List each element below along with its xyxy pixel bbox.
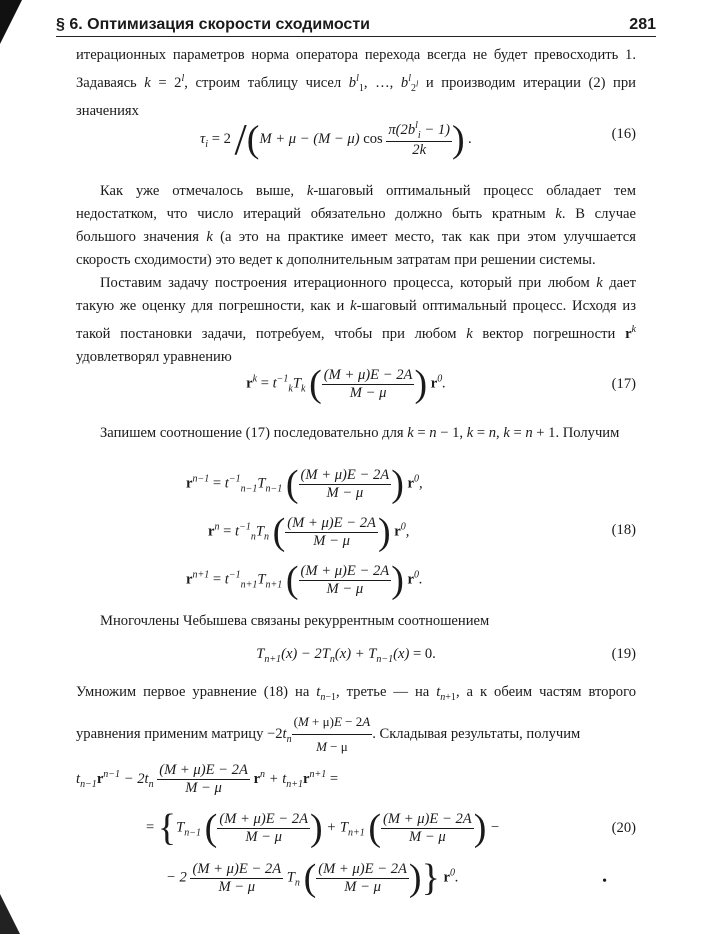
equation-19: $T_{n+1}(x) - 2T_n(x) + T_{n-1}(x) = 0$. (19) [256, 646, 636, 665]
equation-17: $r^k = t^{-1}_kT_k$ ( $\frac{(M + \mu)E - 2A}{M - \mu}$ ) $r^0$. (17) [246, 363, 636, 405]
section-title: § 6. Оптимизация скорости сходимости [56, 16, 370, 33]
equation-20: $t_{n-1}r^{n-1} - 2t_n$ $\frac{(M + \mu)E - 2A}{M - \mu}$ $r^n + t_{n+1}r^{n+1}$ = = {$T_{n-1}$ ( $\frac{(M + \mu)E - 2A}{M - \mu}$ ) + $T_{n+1}$ ( $\frac{(M + \mu)E - 2A}{M - \mu}$ ) − − 2 $\frac{(M + \mu)E - 2A}{M - \mu}$ $T_n$ ( $\frac{(M + \mu)E - 2A}{M - \mu}$ )} $r^0$. (20) [76, 762, 636, 899]
paragraph-multiply: Умножим первое уравнение (18) на $t_{n-1}$, третье — на $t_{n+1}$, а к обеим частям второго уравнения применим матрицу $-2t_n$ $\frac{(M + \mu)E - 2A}{M - \mu}$ . Складывая результаты, получим [76, 684, 636, 754]
running-header [56, 14, 656, 37]
scan-speck: • [602, 874, 607, 889]
equation-number: (19) [611, 646, 636, 662]
equation-number: (20) [611, 820, 636, 836]
page-number: 281 [629, 16, 656, 33]
scan-shadow-top [0, 0, 22, 44]
equation-18: $r^{n-1} = t^{-1}_{n-1}T_{n-1}$ ( $\frac{(M + \mu)E - 2A}{M - \mu}$ ) $r^0$, $r^n = t^{-1}_nT_n$ ( $\frac{(M + \mu)E - 2A}{M - \mu}$ ) $r^0$, $r^{n+1} = t^{-1}_{n+1}T_{n+1}$ ( $\frac{(M + \mu)E - 2A}{M - \mu}$ ) $r^0$. (18) [186, 463, 636, 601]
paragraph-intro: итерационных параметров норма оператора перехода всегда не будет превосходить 1. Задаваясь $k = 2^l$, строим таблицу чисел $b^l_1$, …, $b^l_{2^l}$ и производим итерации (2) при значениях [76, 47, 636, 119]
paragraph-write: Запишем соотношение (17) последовательно для k = n − 1, k = n, k = n + 1. Получим [100, 425, 620, 441]
equation-number: (16) [611, 126, 636, 142]
equation-number: (18) [611, 522, 636, 538]
paragraph-chebyshev: Многочлены Чебышева связаны рекуррентным соотношением [100, 613, 490, 629]
scan-shadow-bottom [0, 894, 20, 934]
equation-number: (17) [611, 376, 636, 392]
equation-16: $\tau_i = 2$ /(M + μ − (M − μ) cos $\frac{\pi(2b^l_i - 1)}{2k}$ ) . (16) [200, 115, 636, 164]
paragraph-remark: Как уже отмечалось выше, k-шаговый оптимальный процесс обладает тем недостатком, что число итераций обязательно должно быть кратным k. В случае большого значения k (а это на практике имеет место, так как при этом улучшается скорость сходимости) это ведет к дополнительным затратам при решении системы. Поставим задачу построения итерационного процесса, который при любом k дает такую же оценку для погрешности, как и k-шаговый оптимальный процесс. Исходя из такой постановки задачи, потребуем, чтобы при любом k вектор погрешности $r^k$ удовлетворял уравнению [76, 183, 637, 365]
